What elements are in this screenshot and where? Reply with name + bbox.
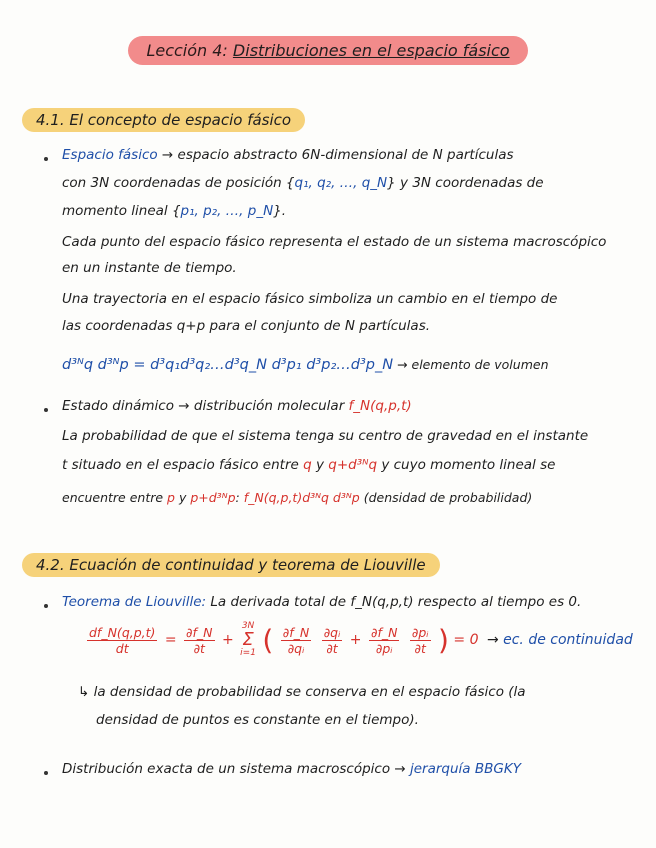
s1-line-4: Cada punto del espacio fásico representa el estado de un sistema macroscópico (62, 234, 607, 250)
term-espacio-fasico: Espacio fásico (62, 147, 158, 163)
section-heading-4-2: 4.2. Ecuación de continuidad y teorema de Liouville (22, 553, 440, 577)
section-heading-4-1: 4.1. El concepto de espacio fásico (22, 108, 305, 132)
bullet-dot (44, 408, 48, 412)
s1-line-9: Estado dinámico → distribución molecular f_N(q,p,t) (62, 398, 412, 414)
s1-line-2: con 3N coordenadas de posición {q₁, q₂, …, q_N} y 3N coordenadas de (62, 175, 544, 191)
s1-line-12: encuentre entre p y p+d³ᴺp: f_N(q,p,t)d³ᴺq d³ᴺp (densidad de probabilidad) (62, 490, 533, 505)
summation: 3N Σ i=1 (240, 621, 256, 658)
continuity-equation-label: ec. de continuidad (503, 632, 633, 648)
distribution-function: f_N(q,p,t) (348, 398, 412, 414)
s1-line-10: La probabilidad de que el sistema tenga su centro de gravedad en el instante (62, 428, 589, 444)
term-bbgky: jerarquía BBGKY (410, 761, 521, 777)
s1-line-3: momento lineal {p₁, p₂, …, p_N}. (62, 203, 287, 219)
term-liouville: Teorema de Liouville: (62, 594, 207, 610)
volume-formula: d³ᴺq d³ᴺp = d³q₁d³q₂…d³q_N d³p₁ d³p₂…d³p_N (62, 357, 394, 373)
bbgky-line: Distribución exacta de un sistema macroscópico → jerarquía BBGKY (62, 761, 521, 777)
position-coords: q₁, q₂, …, q_N (294, 175, 388, 191)
s1-line-6: Una trayectoria en el espacio fásico simboliza un cambio en el tiempo de (62, 291, 558, 307)
conservation-line-2: densidad de puntos es constante en el tiempo). (96, 712, 419, 728)
s1-line-7: las coordenadas q+p para el conjunto de N partículas. (62, 318, 431, 334)
liouville-statement: Teorema de Liouville: La derivada total de f_N(q,p,t) respecto al tiempo es 0. (62, 594, 582, 610)
s1-line-11: t situado en el espacio fásico entre q y q+d³ᴺq y cuyo momento lineal se (62, 457, 556, 473)
lhs-fraction: $\frac{df\_N(q,p,t)}{dt}$ (89, 624, 156, 656)
volume-element-formula: d³ᴺq d³ᴺp = d³q₁d³q₂…d³q_N d³p₁ d³p₂…d³p_N → elemento de volumen (62, 357, 549, 373)
equation-red-part: $\frac{df\_N(q,p,t)}{dt}$ = $\frac{\partial f\_N}{\partial t}$ + 3N Σ i=1 ( $\frac{\partial f\_N}{\text{∂qᵢ}}$ $\frac{\text{∂qᵢ}}{\partial t}$ + $\frac{\partial f\_N}{\text{∂pᵢ}}$ $\frac{\text{∂pᵢ}}{\partial t}$ ) = 0 (89, 621, 479, 658)
lesson-number: Lección 4: (146, 41, 228, 60)
liouville-equation: $\frac{df\_N(q,p,t)}{dt}$ = $\frac{\partial f\_N}{\partial t}$ + 3N Σ i=1 ( $\frac{\partial f\_N}{\text{∂qᵢ}}$ $\frac{\text{∂qᵢ}}{\partial t}$ + $\frac{\partial f\_N}{\text{∂pᵢ}}$ $\frac{\text{∂pᵢ}}{\partial t}$ ) = 0 → ec. de continuidad (84, 622, 633, 658)
conservation-line-1: ↳ la densidad de probabilidad se conserva en el espacio fásico (la (78, 684, 526, 700)
bullet-dot (44, 157, 48, 161)
s1-line-1: Espacio fásico → espacio abstracto 6N-dimensional de N partículas (62, 147, 514, 163)
probability-density: f_N(q,p,t)d³ᴺq d³ᴺp (243, 490, 360, 505)
title-banner (0, 36, 656, 65)
momentum-coords: p₁, p₂, …, p_N (180, 203, 274, 219)
bullet-dot (44, 771, 48, 775)
page-title (128, 36, 527, 65)
lesson-topic: Distribuciones en el espacio fásico (232, 41, 510, 60)
s1-line-5: en un instante de tiempo. (62, 260, 237, 276)
bullet-dot (44, 604, 48, 608)
